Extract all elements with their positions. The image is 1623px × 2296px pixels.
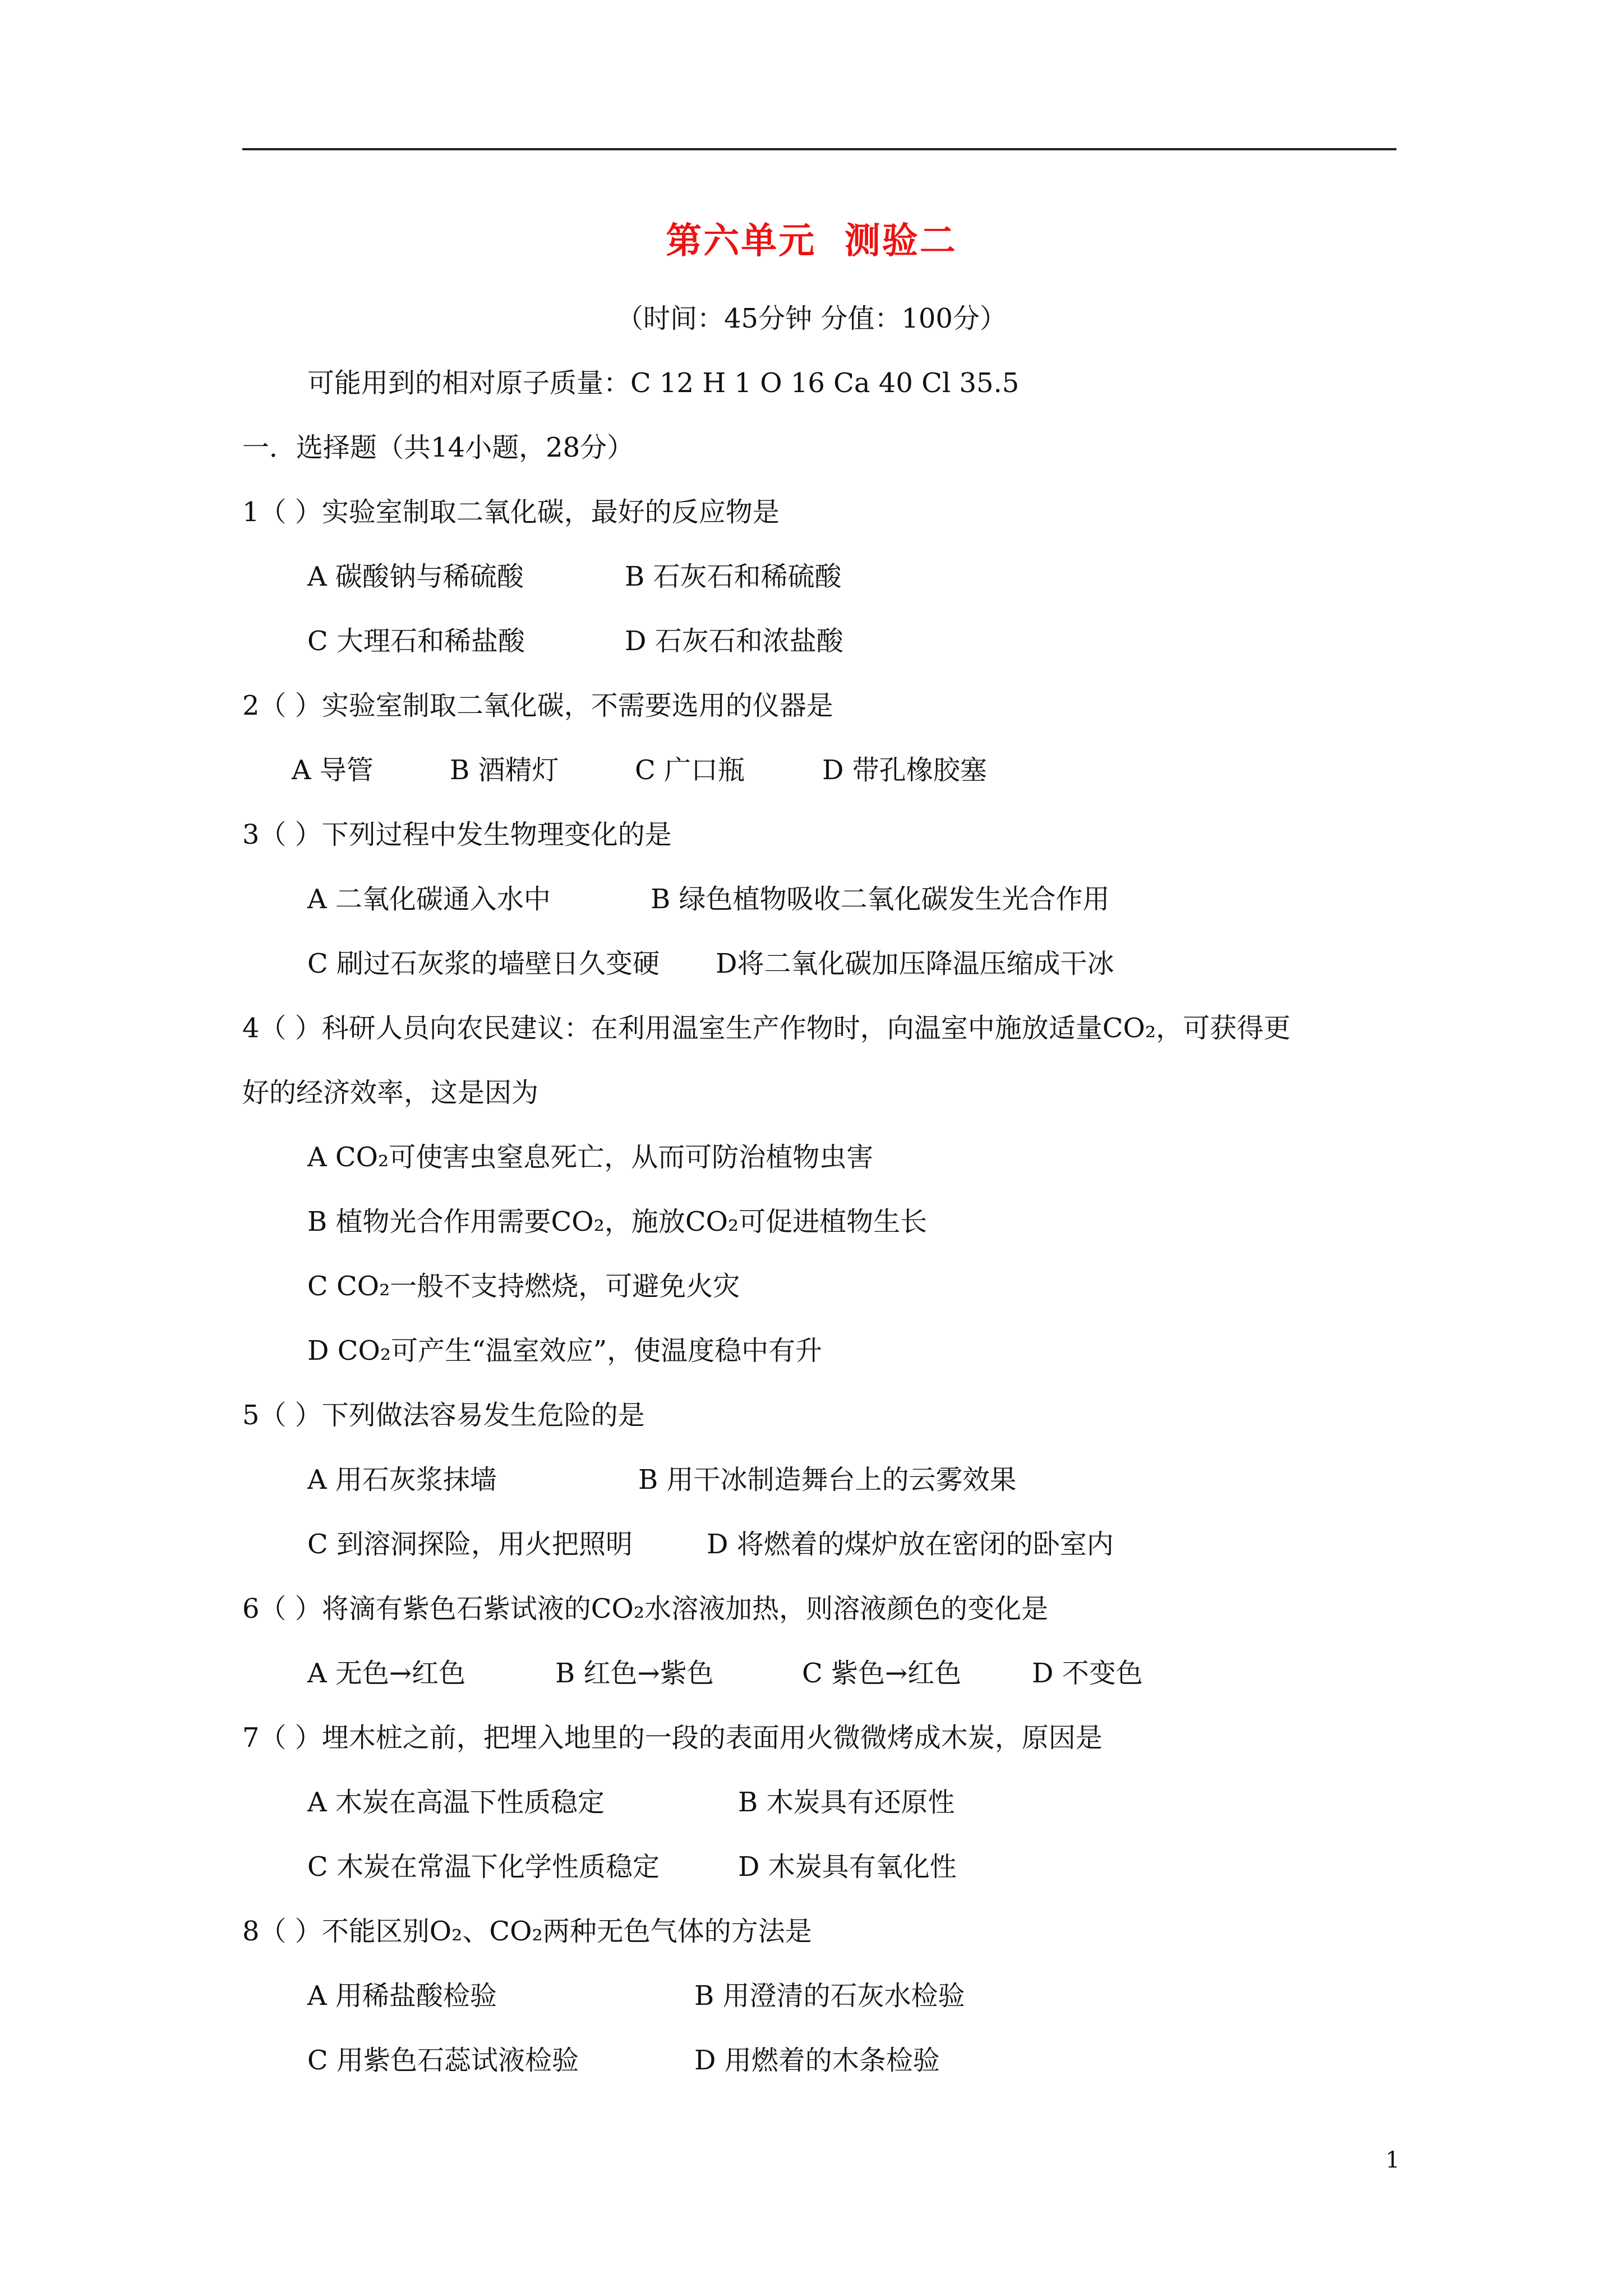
question-4-option-c: C CO₂一般不支持燃烧，可避免火灾 [307,1271,740,1302]
question-3-option-c: C 刷过石灰浆的墙壁日久变硬 [307,948,660,979]
exam-meta: （时间：45分钟 分值：100分） [616,303,1007,334]
question-2-stem: 2（ ）实验室制取二氧化碳，不需要选用的仪器是 [242,690,833,721]
question-1-option-b: B 石灰石和稀硫酸 [625,561,842,592]
question-1-options-row-2 [307,624,1429,658]
header-rule [242,148,1396,150]
question-6-option-a: A 无色→红色 [307,1658,466,1689]
question-2-options-row-1 [292,753,1413,787]
question-6-stem: 6（ ）将滴有紫色石紫试液的CO₂水溶液加热，则溶液颜色的变化是 [242,1593,1049,1625]
question-8-stem: 8（ ）不能区别O₂、CO₂两种无色气体的方法是 [242,1916,812,1947]
question-7-option-a: A 木炭在高温下性质稳定 [307,1787,605,1818]
question-5-stem: 5（ ）下列做法容易发生危险的是 [242,1400,645,1431]
question-7-options-row-1 [307,1786,1429,1819]
page-number: 1 [1385,2147,1400,2173]
question-4-stem-continued: 好的经济效率，这是因为 [242,1077,539,1108]
question-5-option-d: D 将燃着的煤炉放在密闭的卧室内 [707,1529,1114,1560]
question-2-option-b: B 酒精灯 [450,754,559,786]
question-6-option-b: B 红色→紫色 [555,1658,714,1689]
question-8-option-d: D 用燃着的木条检验 [694,2045,940,2076]
question-7-option-d: D 木炭具有氧化性 [738,1851,957,1883]
question-8-option-a: A 用稀盐酸检验 [307,1980,497,2012]
question-3-option-a: A 二氧化碳通入水中 [307,884,551,915]
question-1-stem: 1（ ）实验室制取二氧化碳，最好的反应物是 [242,496,780,528]
question-7-options-row-2 [307,1850,1429,1884]
question-3-stem: 3（ ）下列过程中发生物理变化的是 [242,819,672,850]
question-1-options-row-1 [307,560,1429,593]
question-3-option-b: B 绿色植物吸收二氧化碳发生光合作用 [651,884,1110,915]
question-7-option-c: C 木炭在常温下化学性质稳定 [307,1851,660,1883]
question-8-options-row-2 [307,2044,1429,2077]
question-5-options-row-1 [307,1463,1429,1497]
question-5-option-c: C 到溶洞探险，用火把照明 [307,1529,633,1560]
question-6-option-d: D 不变色 [1032,1658,1143,1689]
question-3-options-row-1 [307,882,1429,916]
question-4-option-d: D CO₂可产生“温室效应”，使温度稳中有升 [307,1335,823,1366]
atomic-masses: 可能用到的相对原子质量：C 12 H 1 O 16 Ca 40 Cl 35.5 [307,367,1020,399]
question-1-option-a: A 碳酸钠与稀硫酸 [307,561,524,592]
question-8-options-row-1 [307,1979,1429,2013]
question-2-option-a: A 导管 [292,754,374,786]
question-6-options-row-1 [307,1657,1429,1690]
question-7-stem: 7（ ）埋木桩之前，把埋入地里的一段的表面用火微微烤成木炭，原因是 [242,1722,1103,1754]
question-2-option-c: C 广口瓶 [635,754,745,786]
question-2-option-d: D 带孔橡胶塞 [822,754,987,786]
question-5-options-row-2 [307,1527,1429,1561]
section-heading: 一．选择题（共14小题，28分） [242,432,634,463]
question-5-option-b: B 用干冰制造舞台上的云雾效果 [638,1464,1017,1496]
question-7-option-b: B 木炭具有还原性 [738,1787,955,1818]
question-5-option-a: A 用石灰浆抹墙 [307,1464,497,1496]
question-6-option-c: C 紫色→红色 [802,1658,962,1689]
question-8-option-c: C 用紫色石蕊试液检验 [307,2045,579,2076]
question-3-option-d: D将二氧化碳加压降温压缩成干冰 [716,948,1114,979]
question-4-stem: 4（ ）科研人员向农民建议：在利用温室生产作物时，向温室中施放适量CO₂，可获得更 [242,1013,1291,1044]
question-8-option-b: B 用澄清的石灰水检验 [694,1980,965,2012]
question-4-option-b: B 植物光合作用需要CO₂，施放CO₂可促进植物生长 [307,1206,928,1237]
page-title: 第六单元 测验二 [666,220,957,262]
question-3-options-row-2 [307,947,1429,981]
question-1-option-d: D 石灰石和浓盐酸 [625,625,843,657]
question-4-option-a: A CO₂可使害虫窒息死亡，从而可防治植物虫害 [307,1142,874,1173]
question-1-option-c: C 大理石和稀盐酸 [307,625,525,657]
